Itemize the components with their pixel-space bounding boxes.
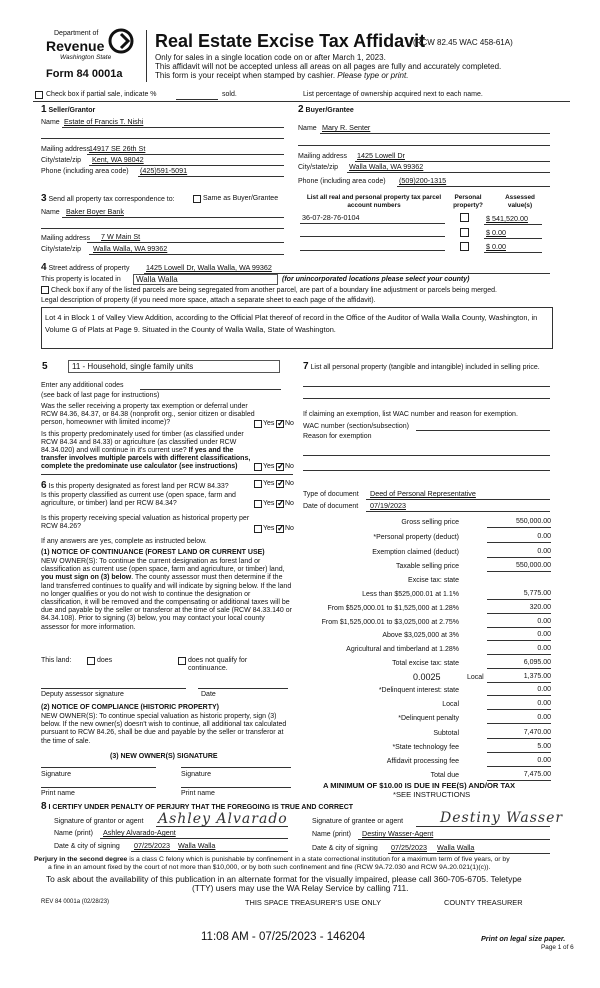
dept-label: Department of <box>54 30 99 37</box>
header-line-1: Only for sales in a single location code on or after March 1, 2023. <box>155 53 386 62</box>
buyer-phone-field[interactable]: (509)200-1315 <box>399 176 447 185</box>
tax-row2-4-field[interactable]: 7,470.00 <box>523 729 551 736</box>
buyer-mail-field[interactable]: 1425 Lowell Dr <box>357 151 405 160</box>
segregated-label: Check box if any of the listed parcels are being segregated from another parcel, are part of a boundary line adjustment or parcels being merged. <box>51 287 497 294</box>
header-line-3: This form is your receipt when stamped by cashier. Please type or print. <box>155 71 409 80</box>
tax-row2-3-line <box>487 723 551 724</box>
exemption-reason-label: Reason for exemption <box>303 433 372 440</box>
add-codes-field[interactable] <box>140 389 281 390</box>
does-checkbox[interactable] <box>87 657 95 665</box>
street-address-field[interactable]: 1425 Lowell Dr, Walla Walla, WA 99362 <box>146 263 272 272</box>
personal-2-checkbox[interactable] <box>460 228 469 237</box>
deputy-date-label: Date <box>201 691 216 698</box>
timber-yes-checkbox[interactable] <box>254 463 262 471</box>
corr-city-label: City/state/zip <box>41 246 82 253</box>
perjury-notice: Perjury in the second degree is a class C felony which is punishable by confinement in a state correctional institution for a maximum term of five years, or by <box>34 856 510 863</box>
grantee-date-label: Date & city of signing <box>312 845 378 852</box>
buyer-name-label: Name <box>298 125 317 132</box>
tax-row-7-field[interactable]: 320.00 <box>529 604 551 611</box>
forest-no-label: No <box>285 480 294 487</box>
tax-row2-3-label: *Delinquent penalty <box>398 715 459 722</box>
tax-row2-1-field[interactable]: 0.00 <box>537 686 551 693</box>
corr-mail-line <box>87 242 284 243</box>
minimum-notice: A MINIMUM OF $10.00 IS DUE IN FEE(S) AND/OR TAX <box>323 781 516 790</box>
tax-row-1-field[interactable]: 550,000.00 <box>515 518 551 525</box>
buyer-name-line-2 <box>298 145 550 146</box>
corr-name-field[interactable]: Baker Boyer Bank <box>66 207 124 216</box>
owner1-signature-label: Signature <box>41 771 71 778</box>
timber-question: Is this property predominately used for timber (as classified under RCW 84.34 and 84.33) or agriculture (as classified under RCW 84.34.020) and will continue in it's current use? If yes and the transfer involves multiple parcels with different classifications, complete the predominate use calculator (see instructions) <box>41 431 251 470</box>
treasurer-use-label: THIS SPACE TREASURER'S USE ONLY <box>245 898 382 907</box>
deputy-signature-line[interactable] <box>41 688 186 689</box>
owner2-signature-label: Signature <box>181 771 211 778</box>
corr-name-line <box>62 217 284 218</box>
partial-sold-label: sold. <box>222 91 237 98</box>
tax-row2-2-label: Local <box>442 701 459 708</box>
grantee-name-line <box>358 839 550 840</box>
see-back-label: (see back of last page for instructions) <box>41 392 160 399</box>
dept-state: Washington State <box>60 54 112 61</box>
grantee-name-field[interactable]: Destiny Wasser-Agent <box>362 829 434 838</box>
forest-yes-label: Yes <box>263 480 275 487</box>
personal-1-checkbox[interactable] <box>460 213 469 222</box>
grantor-city-field[interactable]: Walla Walla <box>178 841 216 850</box>
seller-phone-field[interactable]: (425)591-5091 <box>140 166 188 175</box>
current-use-yes-checkbox[interactable] <box>254 500 262 508</box>
same-as-buyer-label: Same as Buyer/Grantee <box>203 195 279 202</box>
current-use-yes-label: Yes <box>263 500 275 507</box>
location-select-value: Walla Walla <box>136 275 178 284</box>
tax-row-10-line <box>487 654 551 655</box>
tax-row2-2-line <box>487 709 551 710</box>
page-number: Page 1 of 6 <box>541 944 574 951</box>
see-instructions-note: *SEE INSTRUCTIONS <box>393 790 471 799</box>
corr-mail-field[interactable]: 7 W Main St <box>101 232 141 241</box>
tax-row-1-line <box>487 527 551 528</box>
owner2-print-line[interactable] <box>181 787 291 788</box>
historic-yes-checkbox[interactable] <box>254 525 262 533</box>
grantee-date-line <box>388 853 550 854</box>
corr-city-line <box>89 254 284 255</box>
tax-row-3-line <box>487 557 551 558</box>
exemption-question: Was the seller receiving a property tax exemption or deferral under RCW 84.36, 84.37, or 84.38 (nonprofit org., senior citizen or disabled person, homeowner with limited income)? <box>41 403 255 426</box>
corr-city-field[interactable]: Walla Walla, WA 99362 <box>93 244 168 253</box>
exemption-claim-label: If claiming an exemption, list WAC number and reason for exemption. <box>303 411 518 418</box>
parcel-1-line <box>300 223 445 224</box>
exemption-reason-line-1[interactable] <box>303 455 550 456</box>
owner1-signature-line[interactable] <box>41 767 156 768</box>
grantee-sig-label: Signature of grantee or agent <box>312 818 404 825</box>
historic-yes-label: Yes <box>263 525 275 532</box>
tax-row-7-label: From $525,000.01 to $1,525,000 at 1.28% <box>327 605 459 612</box>
tax-row2-7-field[interactable]: 7,475.00 <box>523 771 551 778</box>
seller-phone-line <box>138 176 284 177</box>
tax-row2-2-field[interactable]: 0.00 <box>537 700 551 707</box>
seller-name-field[interactable]: Estate of Francis T. Nishi <box>64 117 144 126</box>
owner2-signature-line[interactable] <box>181 767 291 768</box>
tax-row2-7-label: Total due <box>430 772 459 779</box>
owner1-print-label: Print name <box>41 790 75 797</box>
receipt-stamp: 11:08 AM - 07/25/2023 - 146204 <box>201 931 366 943</box>
tax-row-4-field[interactable]: 550,000.00 <box>515 562 551 569</box>
tax-row-2-field[interactable]: 0.00 <box>537 533 551 540</box>
tax-row2-1-label: *Delinquent interest: state <box>378 687 459 694</box>
historic-no-checkbox[interactable] <box>276 525 284 533</box>
timber-yes-label: Yes <box>263 463 275 470</box>
local-rate: 0.0025 <box>413 672 441 682</box>
exemption-no-checkbox[interactable] <box>276 420 284 428</box>
if-any-note: If any answers are yes, complete as instructed below. <box>41 538 207 545</box>
personal-col-header: Personal property? <box>453 194 483 209</box>
form-rcw: (RCW 82.45 WAC 458-61A) <box>413 38 513 47</box>
grantee-city-field[interactable]: Walla Walla <box>437 843 475 852</box>
seller-name-line <box>62 127 284 128</box>
corr-mail-label: Mailing address <box>41 235 91 242</box>
tax-row-11-field[interactable]: 6,095.00 <box>523 659 551 666</box>
personal-3-checkbox[interactable] <box>460 242 469 251</box>
local-tax-line <box>487 682 551 683</box>
tax-row-10-label: Agricultural and timberland at 1.28% <box>346 646 459 653</box>
tax-row-6-field[interactable]: 5,775.00 <box>523 590 551 597</box>
header-line-2: This affidavit will not be accepted unless all areas on all pages are fully and accurately completed. <box>155 62 502 71</box>
form-number: Form 84 0001a <box>46 68 123 80</box>
legal-paper-note: Print on legal size paper. <box>481 934 566 943</box>
tax-row-4-label: Taxable selling price <box>395 563 459 570</box>
buyer-phone-line <box>397 186 550 187</box>
tax-row-6-line <box>487 599 551 600</box>
tax-row2-1-line <box>487 695 551 696</box>
buyer-mail-label: Mailing address <box>298 153 348 160</box>
notice-compliance-heading: (2) NOTICE OF COMPLIANCE (HISTORIC PROPERTY) <box>41 704 219 711</box>
sec5-rule <box>41 474 293 475</box>
forest-yes-checkbox[interactable] <box>254 480 262 488</box>
grantor-sig-label: Signature of grantor or agent <box>54 818 144 825</box>
located-note: (for unincorporated locations please select your county) <box>282 276 470 283</box>
partial-sale-checkbox[interactable] <box>35 91 43 99</box>
seller-heading: 1 Seller/Grantor <box>41 104 96 115</box>
this-land-label: This land: <box>41 657 72 664</box>
street-address-label: 4 Street address of property <box>41 262 130 273</box>
assessed-1-field[interactable]: $ 541,520.00 <box>486 214 528 223</box>
grantee-signature-image[interactable]: Destiny Wasser <box>440 810 564 826</box>
tax-row-11-label: Total excise tax: state <box>392 660 459 667</box>
tax-row-9-line <box>487 640 551 641</box>
timber-no-label: No <box>285 463 294 470</box>
owner2-print-label: Print name <box>181 790 215 797</box>
doc-type-label: Type of document <box>303 491 359 498</box>
personal-property-line-2[interactable] <box>303 398 550 399</box>
does-not-label: does not qualify for continuance. <box>188 657 248 672</box>
forest-question: 6 Is this property designated as forest land per RCW 84.33? <box>41 480 229 491</box>
current-use-no-checkbox[interactable] <box>276 500 284 508</box>
same-as-buyer-checkbox[interactable] <box>193 195 201 203</box>
parcel-1-field[interactable]: 36-07-28-76-0104 <box>302 213 360 222</box>
tax-row2-6-label: Affidavit processing fee <box>386 758 459 765</box>
list-pct-note: List percentage of ownership acquired next to each name. <box>303 91 483 98</box>
grantor-signature-image[interactable]: Ashley Alvarado <box>158 811 288 827</box>
tax-row-1-label: Gross selling price <box>401 519 459 526</box>
doc-date-line <box>366 511 550 512</box>
assessed-2-line <box>484 238 542 239</box>
exemption-yes-checkbox[interactable] <box>254 420 262 428</box>
tax-row-8-field[interactable]: 0.00 <box>537 618 551 625</box>
tax-row2-3-field[interactable]: 0.00 <box>537 714 551 721</box>
notice-continuance-body: NEW OWNER(S): To continue the current designation as forest land or classification as current use (open space, farm and agriculture, or timber) land, you must sign on (3) below. The county assessor must then determine if the land transferred continues to qualify and will indicate by signing below. If the land no longer qualifies or you do not wish to continue the designation or classification, it will be removed and the compensating or additional taxes will be due and payable by the seller or transferor at the time of sale (RCW 84.33.140 or 84.34.108). Prior to signing (3) below, you may contact your local county assessor for more information. <box>41 558 292 631</box>
grantee-sig-line <box>416 826 550 827</box>
current-use-question: Is this property classified as current use (open space, farm and agriculture, or timber) land per RCW 84.34? <box>41 492 236 507</box>
forest-no-checkbox[interactable] <box>276 480 284 488</box>
tax-row-8-line <box>487 627 551 628</box>
local-tax-label: Local <box>467 674 484 681</box>
grantor-sig-line <box>156 826 288 827</box>
deputy-date-line[interactable] <box>198 688 288 689</box>
tax-row-6-label: Less than $525,000.01 at 1.1% <box>362 591 459 598</box>
historic-no-label: No <box>285 525 294 532</box>
local-tax-field[interactable]: 1,375.00 <box>523 673 551 680</box>
segregated-checkbox[interactable] <box>41 286 49 294</box>
notice-continuance-heading: (1) NOTICE OF CONTINUANCE (FOREST LAND OR CURRENT USE) <box>41 549 265 556</box>
grantor-date-line <box>131 851 288 852</box>
buyer-heading: 2 Buyer/Grantee <box>298 104 354 115</box>
current-use-no-label: No <box>285 500 294 507</box>
tax-row-2-label: *Personal property (deduct) <box>373 534 459 541</box>
deputy-signature-label: Deputy assessor signature <box>41 691 124 698</box>
new-owner-signature-heading: (3) NEW OWNER(S) SIGNATURE <box>110 753 218 760</box>
tax-row-8-label: From $1,525,000.01 to $3,025,000 at 2.75% <box>321 619 459 626</box>
seller-city-label: City/state/zip <box>41 157 82 164</box>
seller-name-line-2 <box>41 138 284 139</box>
tax-row2-6-line <box>487 766 551 767</box>
doc-date-label: Date of document <box>303 503 359 510</box>
doc-type-field[interactable]: Deed of Personal Representative <box>370 489 476 498</box>
alt-format-notice-2: (TTY) users may use the WA Relay Service by calling 711. <box>192 883 409 893</box>
grantor-name-label: Name (print) <box>54 830 93 837</box>
tax-row2-5-label: *State technology fee <box>392 744 459 751</box>
header-divider <box>146 30 147 82</box>
dor-logo-icon <box>108 28 134 54</box>
exemption-reason-line-2[interactable] <box>303 470 550 471</box>
legal-description-text: Lot 4 in Block 1 of Valley View Addition, according to the Official Plat thereof of record in the Office of the Auditor of Walla Walla County, Washington, in Volume G of Plats at Page 9. Situated in the County of Walla Walla, State of Washington. <box>45 313 538 334</box>
assessed-col-header: Assessed value(s) <box>505 194 535 209</box>
exemption-no-label: No <box>285 420 294 427</box>
tax-row2-5-field[interactable]: 5.00 <box>537 743 551 750</box>
notice-compliance-body: NEW OWNER(S): To continue special valuation as historic property, sign (3) below. If the new owner(s) doesn't wish to continue, all additional tax calculated pursuant to RCW 84.26, shall be due and payable by the seller or transferor at the time of sale. <box>41 713 287 745</box>
parcel-col-header: List all real and personal property tax parcel account numbers <box>306 194 442 209</box>
located-label: This property is located in <box>41 276 121 283</box>
section-rule <box>33 101 570 102</box>
tax-row2-6-field[interactable]: 0.00 <box>537 757 551 764</box>
timber-no-checkbox[interactable] <box>276 463 284 471</box>
seller-mail-label: Mailing address <box>41 146 91 153</box>
parcel-2-line <box>300 236 445 237</box>
sec5-number: 5 <box>42 361 48 372</box>
corr-name-line-2 <box>41 228 284 229</box>
perjury-notice-2: a fine in an amount fixed by the court of not more than $10,000, or by both such confinement and fine (RCW 9A.72.030 and RCW 9A.20.021(1)(c)). <box>48 864 491 871</box>
personal-property-line-1[interactable] <box>303 386 550 387</box>
grantor-name-line <box>100 838 288 839</box>
wac-field[interactable] <box>416 430 550 431</box>
grantor-date-label: Date & city of signing <box>54 843 120 850</box>
partial-sale-label: Check box if partial sale, indicate % <box>46 91 157 98</box>
tax-row-11-line <box>487 668 551 669</box>
seller-phone-label: Phone (including area code) <box>41 168 129 175</box>
grantee-name-label: Name (print) <box>312 831 351 838</box>
tax-row-7-line <box>487 613 551 614</box>
tax-row2-4-label: Subtotal <box>433 730 459 737</box>
tax-row-2-line <box>487 542 551 543</box>
historic-question: Is this property receiving special valuation as historical property per RCW 84.26? <box>41 515 250 530</box>
tax-row-9-field[interactable]: 0.00 <box>537 631 551 638</box>
tax-row2-5-line <box>487 752 551 753</box>
tax-row-9-label: Above $3,025,000 at 3% <box>382 632 459 639</box>
assessed-1-line <box>484 224 542 225</box>
seller-name-label: Name <box>41 119 60 126</box>
grantor-date-field[interactable]: 07/25/2023 <box>134 841 170 850</box>
exemption-yes-label: Yes <box>263 420 275 427</box>
land-use-code-value: 11 - Household, single family units <box>72 362 194 371</box>
tax-row2-4-line <box>487 738 551 739</box>
tax-row-3-field[interactable]: 0.00 <box>537 548 551 555</box>
buyer-name-line <box>320 133 550 134</box>
seller-mail-field[interactable]: 14917 SE 26th St <box>89 144 146 153</box>
doc-date-field[interactable]: 07/19/2023 <box>370 501 406 510</box>
tax-corr-heading: 3 Send all property tax correspondence to: <box>41 193 175 204</box>
revision-label: REV 84 0001a (02/28/23) <box>41 899 110 905</box>
partial-pct-field[interactable] <box>176 99 218 100</box>
alt-format-notice: To ask about the availability of this publication in an alternate format for the visually impaired, please call 360-705-6705. Teletype <box>46 874 522 884</box>
parcel-3-line <box>300 250 445 251</box>
personal-property-label: 7 List all personal property (tangible and intangible) included in selling price. <box>303 361 540 372</box>
tax-row-10-field[interactable]: 0.00 <box>537 645 551 652</box>
buyer-phone-label: Phone (including area code) <box>298 178 386 185</box>
tax-row-3-label: Exemption claimed (deduct) <box>372 549 459 556</box>
assessed-3-field[interactable]: $ 0.00 <box>486 242 506 251</box>
buyer-name-field[interactable]: Mary R. Senter <box>322 123 371 132</box>
owner1-print-line[interactable] <box>41 787 156 788</box>
corr-name-label: Name <box>41 209 60 216</box>
tax-row-5-label: Excise tax: state <box>408 577 459 584</box>
dept-logo-text: Revenue <box>46 38 105 54</box>
buyer-city-label: City/state/zip <box>298 164 339 171</box>
does-label: does <box>97 657 113 664</box>
legal-desc-label: Legal description of property (if you need more space, attach a separate sheet to each page of the affidavit). <box>41 297 376 304</box>
certify-statement: 8 I CERTIFY UNDER PENALTY OF PERJURY THAT THE FOREGOING IS TRUE AND CORRECT <box>41 801 354 812</box>
form-title: Real Estate Excise Tax Affidavit <box>155 31 426 51</box>
wac-label: WAC number (section/subsection) <box>303 423 409 430</box>
does-not-checkbox[interactable] <box>178 657 186 665</box>
buyer-city-field[interactable]: Walla Walla, WA 99362 <box>349 162 424 171</box>
add-codes-label: Enter any additional codes <box>41 382 124 389</box>
tax-row-4-line <box>487 571 551 572</box>
assessed-2-field[interactable]: $ 0.00 <box>486 228 506 237</box>
grantee-date-field[interactable]: 07/25/2023 <box>391 843 427 852</box>
assessed-3-line <box>484 252 542 253</box>
doc-type-line <box>366 499 550 500</box>
county-treasurer-label: COUNTY TREASURER <box>444 898 523 907</box>
seller-city-field[interactable]: Kent, WA 98042 <box>92 155 144 164</box>
buyer-city-line <box>347 172 550 173</box>
grantor-name-field[interactable]: Ashley Alvarado-Agent <box>103 828 176 837</box>
